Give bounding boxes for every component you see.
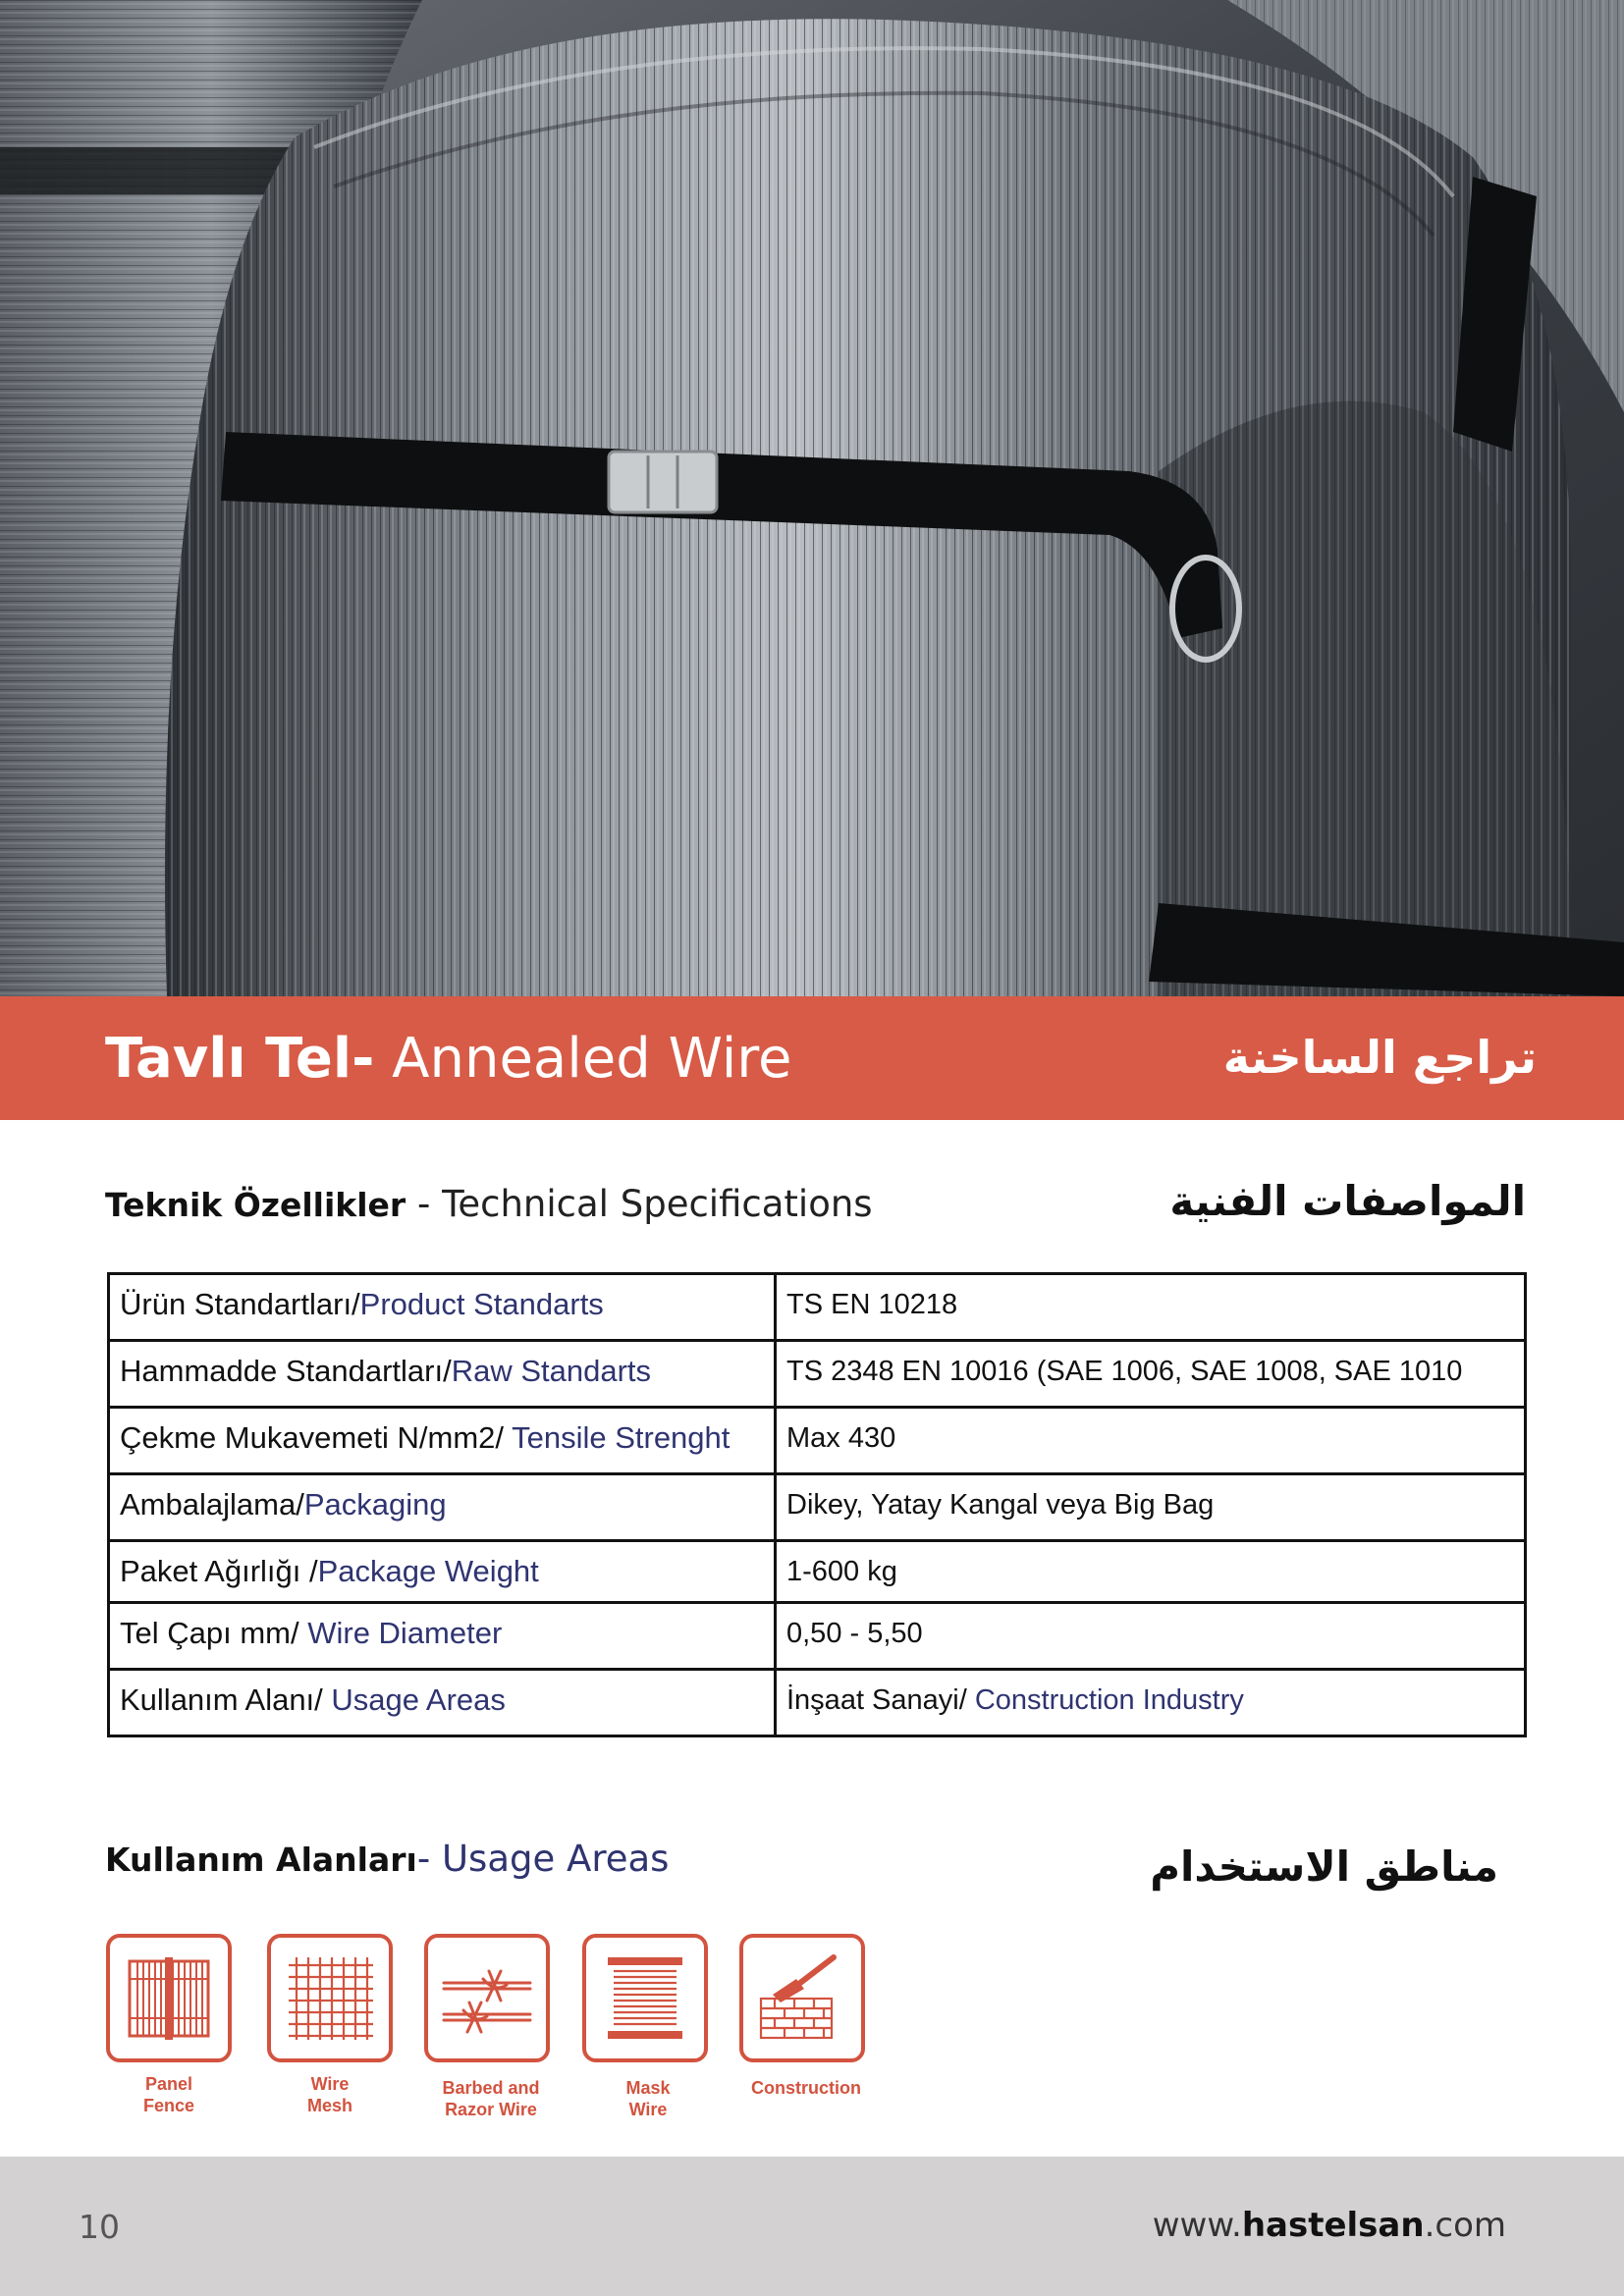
website-link[interactable] xyxy=(1153,2206,1506,2245)
hero-photo-wire-coils xyxy=(0,0,1624,996)
spec-label-en: Packaging xyxy=(303,1487,447,1522)
spec-value-en: Construction Industry xyxy=(974,1684,1244,1716)
spec-value-tr: Dikey, Yatay Kangal veya Big Bag xyxy=(786,1489,1215,1521)
spec-label-en: Raw Standarts xyxy=(451,1354,652,1388)
spec-label-en: Tensile Strenght xyxy=(512,1420,731,1455)
spec-value xyxy=(776,1541,1526,1603)
usage-label-barbed-wire xyxy=(403,2077,579,2120)
usage-label-line: Wire xyxy=(628,2100,668,2119)
table-row xyxy=(109,1603,1526,1670)
usage-label-line: Barbed and xyxy=(442,2078,540,2098)
specs-heading-en: Technical Specifications xyxy=(442,1183,873,1225)
usage-label-construction xyxy=(718,2077,894,2099)
website-prefix: www. xyxy=(1152,2206,1242,2245)
table-row xyxy=(109,1541,1526,1603)
spec-label-en: Package Weight xyxy=(317,1554,539,1588)
spec-label xyxy=(109,1474,776,1541)
usage-tile-wire-mesh xyxy=(267,1934,393,2062)
usage-heading-separator: - xyxy=(416,1838,442,1880)
usage-tile-mask-wire xyxy=(582,1934,708,2062)
usage-tile-construction xyxy=(739,1934,865,2062)
spec-value-tr: TS 2348 EN 10016 (SAE 1006, SAE 1008, SAE 1010 xyxy=(786,1356,1463,1387)
spec-value xyxy=(776,1670,1526,1736)
spec-label-tr: Kullanım Alanı/ xyxy=(120,1682,332,1717)
usage-label-line: Panel xyxy=(144,2074,193,2094)
product-title-ar: تراجع الساخنة xyxy=(1222,1031,1537,1084)
usage-heading-ar: مناطق الاستخدام xyxy=(1150,1842,1498,1891)
specs-heading-separator: - xyxy=(406,1183,443,1225)
page-footer xyxy=(0,2157,1624,2296)
usage-heading-tr: Kullanım Alanları xyxy=(105,1841,417,1879)
wire-spool-icon xyxy=(598,1949,692,2047)
usage-label-line: Razor Wire xyxy=(445,2100,537,2119)
product-title xyxy=(105,1028,792,1091)
table-row xyxy=(109,1274,1526,1341)
table-row xyxy=(109,1408,1526,1474)
wire-coil-illustration xyxy=(0,0,1624,996)
spec-label-en: Product Standarts xyxy=(359,1287,604,1321)
specs-heading-tr: Teknik Özellikler xyxy=(105,1186,406,1224)
wire-mesh-icon xyxy=(283,1949,377,2047)
usage-heading-en: Usage Areas xyxy=(441,1838,670,1880)
spec-value xyxy=(776,1474,1526,1541)
usage-label-line: Mesh xyxy=(306,2096,352,2115)
construction-icon xyxy=(755,1949,849,2047)
spec-value xyxy=(776,1603,1526,1670)
product-title-tr: Tavlı Tel- xyxy=(105,1027,375,1091)
usage-label-line: Mask xyxy=(625,2078,671,2098)
spec-label-tr: Tel Çapı mm/ xyxy=(120,1616,308,1650)
specs-heading xyxy=(105,1181,873,1229)
table-row xyxy=(109,1670,1526,1736)
usage-tile-panel-fence xyxy=(106,1934,232,2062)
spec-label-tr: Paket Ağırlığı / xyxy=(120,1554,318,1588)
spec-value-tr: Max 430 xyxy=(786,1422,896,1454)
usage-tile-barbed-wire xyxy=(424,1934,550,2062)
spec-label xyxy=(109,1408,776,1474)
spec-value xyxy=(776,1341,1526,1408)
spec-label xyxy=(109,1603,776,1670)
website-suffix: .com xyxy=(1424,2206,1506,2245)
usage-label-panel-fence xyxy=(81,2073,257,2116)
usage-label-line: Fence xyxy=(142,2096,195,2115)
specs-table xyxy=(107,1272,1527,1737)
spec-label xyxy=(109,1541,776,1603)
website-brand: hastelsan xyxy=(1241,2206,1425,2245)
usage-label-mask-wire xyxy=(560,2077,736,2120)
spec-label-tr: Hammadde Standartları/ xyxy=(120,1354,452,1388)
usage-label-wire-mesh xyxy=(242,2073,418,2116)
spec-label-en: Usage Areas xyxy=(331,1682,506,1717)
spec-value-tr: 1-600 kg xyxy=(786,1556,897,1587)
spec-label-tr: Ürün Standartları/ xyxy=(120,1287,360,1321)
product-title-en: Annealed Wire xyxy=(374,1027,792,1091)
table-row xyxy=(109,1474,1526,1541)
usage-label-line: Wire xyxy=(310,2074,350,2094)
spec-value-tr: İnşaat Sanayi/ xyxy=(786,1684,975,1716)
page-number: 10 xyxy=(79,2208,120,2246)
spec-value-tr: 0,50 - 5,50 xyxy=(786,1618,923,1649)
title-banner xyxy=(0,996,1624,1120)
spec-label xyxy=(109,1341,776,1408)
usage-heading xyxy=(105,1836,669,1884)
usage-label-line: Construction xyxy=(751,2078,861,2098)
spec-value-tr: TS EN 10218 xyxy=(786,1289,958,1320)
table-row xyxy=(109,1341,1526,1408)
spec-label-tr: Ambalajlama/ xyxy=(120,1487,304,1522)
specs-heading-ar: المواصفات الفنية xyxy=(1169,1177,1526,1225)
spec-label-tr: Çekme Mukavemeti N/mm2/ xyxy=(120,1420,513,1455)
barbed-wire-icon xyxy=(440,1949,534,2047)
spec-value xyxy=(776,1408,1526,1474)
panel-fence-icon xyxy=(122,1949,216,2047)
spec-value xyxy=(776,1274,1526,1341)
spec-label-en: Wire Diameter xyxy=(307,1616,503,1650)
spec-label xyxy=(109,1670,776,1736)
spec-label xyxy=(109,1274,776,1341)
